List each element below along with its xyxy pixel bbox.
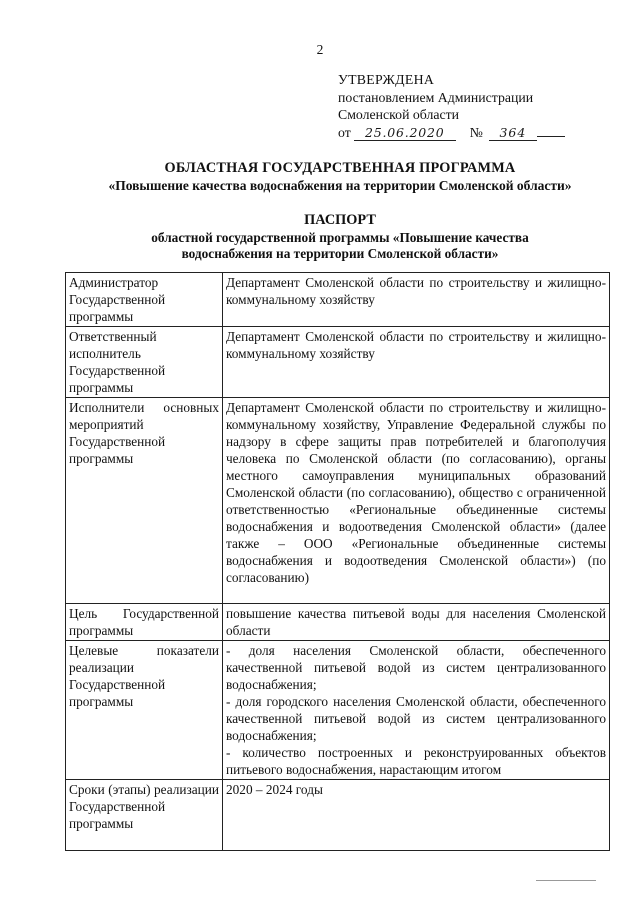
approval-date-number — [338, 124, 618, 142]
indicator-item: - доля городского населения Смоленской области, обеспеченного качественной питьевой водой из систем централизованного водоснабжения; — [226, 694, 606, 743]
table-row — [66, 327, 610, 398]
from-label: от — [338, 124, 351, 140]
program-heading — [40, 160, 640, 194]
row-value: Департамент Смоленской области по строительству и жилищно-коммунальному хозяйству, Управление Федеральной службы по надзору в сфере защиты прав потребителей и благополучия человека по Смоленской области (по согласованию), органы местного самоуправления муниципальных образований Смоленской области (по согласованию), общество с ограниченной ответственностью «Региональные объединенные системы водоснабжения и водоотведения Смоленской области» (далее также – ООО «Региональные объединенные системы водоснабжения и водоотведения Смоленской области») (по согласованию) — [223, 398, 610, 604]
row-value: Департамент Смоленской области по строительству и жилищно-коммунальному хозяйству — [223, 327, 610, 398]
passport-heading — [40, 212, 640, 263]
row-label: Сроки (этапы) реализации Государственной программы — [66, 780, 223, 851]
indicator-item: - доля населения Смоленской области, обеспеченного качественной питьевой водой из систем централизованного водоснабжения; — [226, 643, 606, 692]
program-title: ОБЛАСТНАЯ ГОСУДАРСТВЕННАЯ ПРОГРАММА — [164, 160, 516, 176]
passport-title: ПАСПОРТ — [304, 212, 376, 228]
table-row — [66, 641, 610, 780]
page-number: 2 — [316, 42, 324, 57]
row-label: Целевые показатели реализации Государственной программы — [66, 641, 223, 780]
approval-stamp — [338, 71, 618, 141]
program-subtitle: «Повышение качества водоснабжения на территории Смоленской области» — [108, 178, 572, 193]
passport-subtitle-line-2: водоснабжения на территории Смоленской области» — [181, 246, 499, 261]
row-label: Цель Государственной программы — [66, 604, 223, 641]
row-value: 2020 – 2024 годы — [223, 780, 610, 851]
row-value-list — [223, 641, 610, 780]
approval-line-2: Смоленской области — [338, 107, 460, 122]
number-label: № — [469, 124, 483, 140]
footer-rule — [536, 880, 596, 881]
signature-underline — [537, 124, 565, 137]
handwritten-number: 364 — [489, 125, 537, 141]
row-value: Департамент Смоленской области по строительству и жилищно-коммунальному хозяйству — [223, 273, 610, 327]
row-label: Администратор Государственной программы — [66, 273, 223, 327]
indicator-item: - количество построенных и реконструированных объектов питьевого водоснабжения, нарастающим итогом — [226, 745, 606, 777]
row-value: повышение качества питьевой воды для населения Смоленской области — [223, 604, 610, 641]
passport-subtitle-line-1: областной государственной программы «Повышение качества — [151, 229, 529, 245]
table-row — [66, 780, 610, 851]
table-row — [66, 398, 610, 604]
approval-heading: УТВЕРЖДЕНА — [338, 72, 435, 87]
row-label: Исполнители основных мероприятий Государственной программы — [66, 398, 223, 604]
passport-table — [65, 272, 610, 851]
table-row — [66, 604, 610, 641]
row-label: Ответственный исполнитель Государственной программы — [66, 327, 223, 398]
handwritten-date: 25.06.2020 — [354, 125, 456, 141]
approval-line-1: постановлением Администрации — [338, 89, 534, 105]
table-row — [66, 273, 610, 327]
